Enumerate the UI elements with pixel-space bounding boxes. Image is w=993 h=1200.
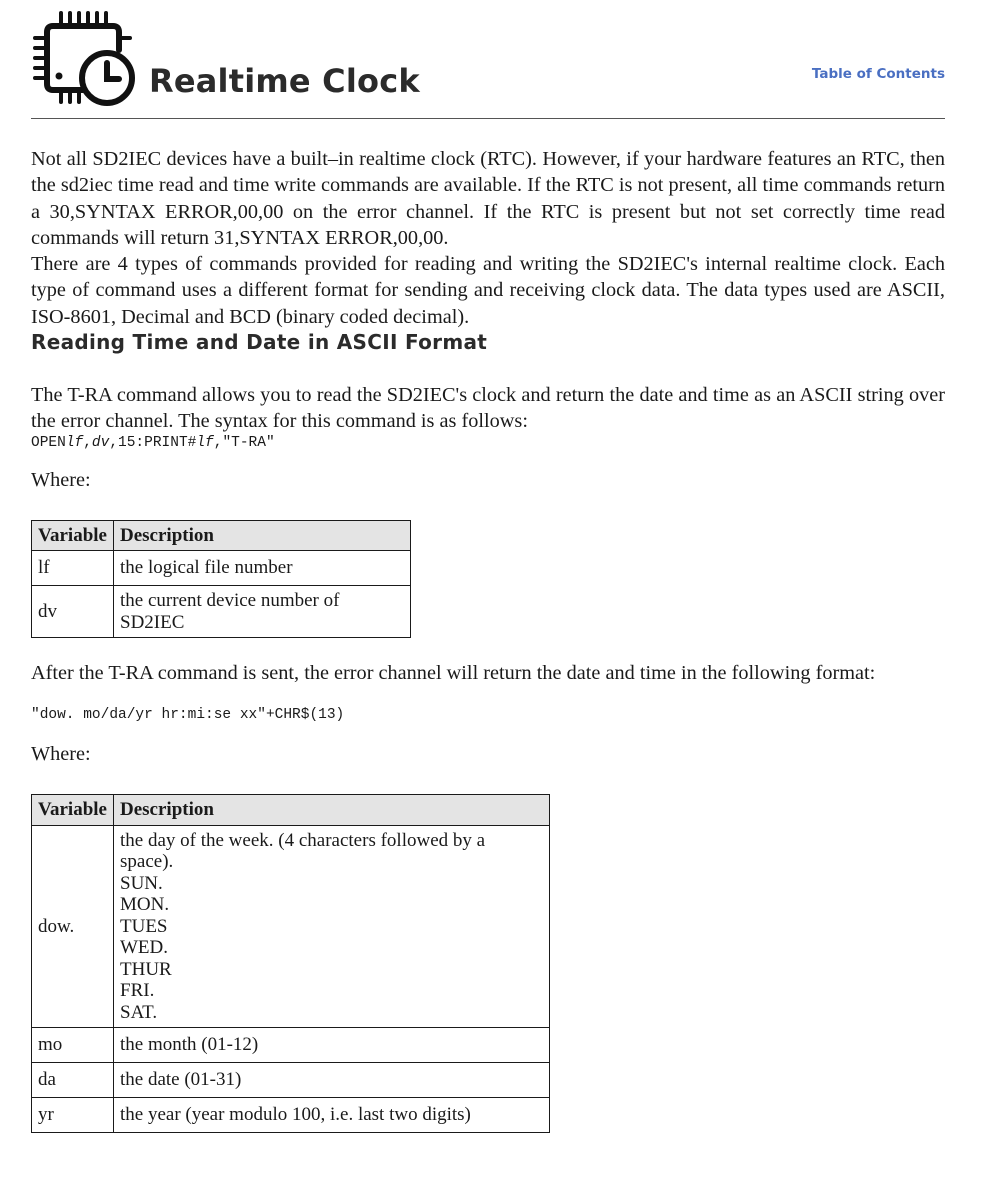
code-sep: , (83, 434, 92, 451)
table-row (32, 1028, 550, 1063)
table-cell: da (32, 1063, 114, 1098)
day-name: SUN. (120, 872, 163, 894)
day-name: WED. (120, 937, 169, 959)
column-header: Variable (32, 795, 114, 826)
table-row (32, 1063, 550, 1098)
day-name: FRI. (120, 980, 155, 1002)
code-dv: dv (91, 434, 110, 451)
column-header: Description (114, 520, 411, 551)
intro-paragraph-1: Not all SD2IEC devices have a built–in realtime clock (RTC). However, if your hardware features an RTC, then the sd2iec time read and time write commands are available. If the RTC is not present, all time commands return a 30,SYNTAX ERROR,00,00 on the error channel. If the RTC is present but not set correctly time read commands will return 31,SYNTAX ERROR,00,00. (31, 148, 945, 249)
table-row (32, 825, 550, 1028)
syntax-code (31, 435, 945, 451)
table-of-contents-link[interactable]: Table of Contents (811, 66, 945, 82)
section-heading: Reading Time and Date in ASCII Format (31, 330, 488, 355)
table-row (32, 586, 411, 638)
column-header: Variable (32, 520, 114, 551)
code-mid: ,15:PRINT# (109, 434, 197, 451)
day-name: MON. (120, 894, 170, 916)
table-cell: yr (32, 1098, 114, 1133)
code-lf: lf (196, 434, 214, 451)
syntax-variables-table (31, 520, 411, 639)
table-cell: the current device number of SD2IEC (114, 586, 411, 638)
format-variables-table (31, 794, 550, 1133)
where-label: Where: (31, 468, 91, 491)
page-header (31, 0, 945, 119)
table-cell: the month (01-12) (114, 1028, 550, 1063)
section-paragraph: The T-RA command allows you to read the SD2IEC's clock and return the date and time as an ASCII string over the error channel. The syntax for this command is as follows: (31, 384, 945, 433)
table-header-row (32, 795, 550, 826)
column-header: Description (114, 795, 550, 826)
main-content (31, 146, 945, 1133)
table-cell: the date (01-31) (114, 1063, 550, 1098)
table-header-row (32, 520, 411, 551)
table-cell (114, 825, 550, 1028)
table-cell: the logical file number (114, 551, 411, 586)
intro-paragraph-2: There are 4 types of commands provided for reading and writing the SD2IEC's internal realtime clock. Each type of command uses a different format for sending and receiving clock data. The data types used are ASCII, ISO-8601, Decimal and BCD (binary coded decimal). (31, 253, 945, 328)
table-row (32, 1098, 550, 1133)
table-cell: mo (32, 1028, 114, 1063)
day-name: TUES (120, 915, 168, 937)
table-cell: dv (32, 586, 114, 638)
dow-description: the day of the week. (4 characters followed by a space). (120, 829, 486, 873)
code-open: OPEN (31, 434, 66, 451)
day-name: SAT. (120, 1001, 158, 1023)
where-label: Where: (31, 743, 91, 766)
table-cell: lf (32, 551, 114, 586)
format-code: "dow. mo/da/yr hr:mi:se xx"+CHR$(13) (31, 707, 345, 724)
code-lf: lf (65, 434, 84, 451)
after-paragraph: After the T-RA command is sent, the error channel will return the date and time in the following format: (31, 662, 876, 685)
code-tail: ,"T-RA" (213, 434, 275, 451)
table-cell: the year (year modulo 100, i.e. last two digits) (114, 1098, 550, 1133)
table-cell: dow. (32, 825, 114, 1028)
page-title: Realtime Clock (149, 62, 420, 100)
chip-clock-icon (33, 8, 137, 108)
day-name: THUR (120, 958, 172, 980)
table-row (32, 551, 411, 586)
